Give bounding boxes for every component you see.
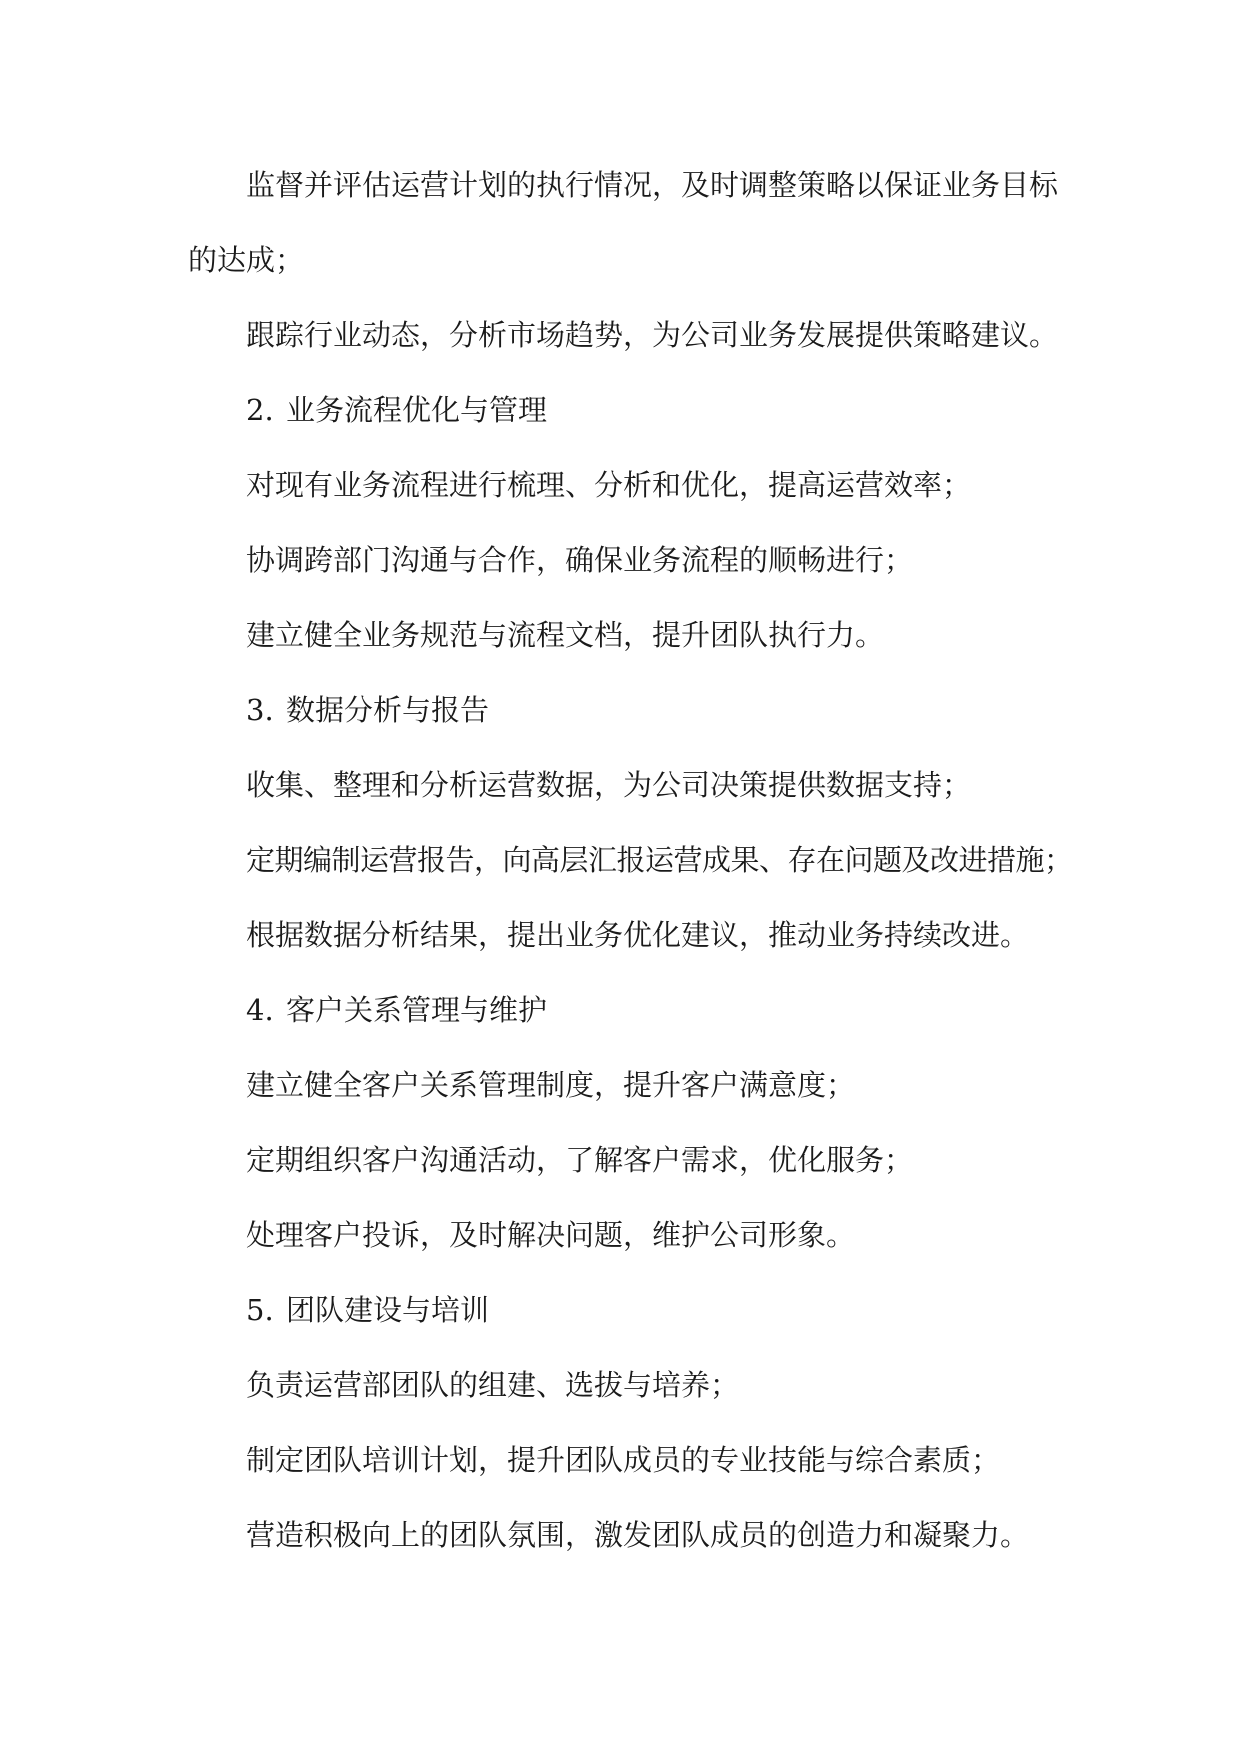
paragraph-standards: 建立健全业务规范与流程文档，提升团队执行力。 [246,618,885,652]
heading-team-building [188,1273,1058,1348]
heading-text: 客户关系管理与维护 [286,993,548,1027]
document-body [188,148,1073,1573]
heading-text: 团队建设与培训 [286,1293,490,1327]
heading-number: 4. [246,993,274,1027]
paragraph-track-industry: 跟踪行业动态，分析市场趋势，为公司业务发展提供策略建议。 [246,318,1059,352]
paragraph-training-plan: 制定团队培训计划，提升团队成员的专业技能与综合素质； [246,1443,1001,1477]
paragraph-team-formation: 负责运营部团队的组建、选拔与培养； [246,1368,740,1402]
heading-text: 业务流程优化与管理 [286,393,548,427]
heading-number: 2. [246,393,274,427]
heading-data-analysis [188,673,1058,748]
paragraph-cross-dept: 协调跨部门沟通与合作，确保业务流程的顺畅进行； [246,543,914,577]
heading-process-optimization [188,373,1058,448]
heading-text: 数据分析与报告 [286,693,490,727]
heading-customer-relations [188,973,1058,1048]
paragraph-customer-activities: 定期组织客户沟通活动，了解客户需求，优化服务； [246,1143,914,1177]
paragraph-reports: 定期编制运营报告，向高层汇报运营成果、存在问题及改进措施； [246,843,1073,877]
paragraph-collect-data: 收集、整理和分析运营数据，为公司决策提供数据支持； [246,768,972,802]
paragraph-monitor-plan: 监督并评估运营计划的执行情况，及时调整策略以保证业务目标的达成； [188,168,1059,277]
heading-number: 5. [246,1293,274,1327]
paragraph-crm-system: 建立健全客户关系管理制度，提升客户满意度； [246,1068,856,1102]
paragraph-process-review: 对现有业务流程进行梳理、分析和优化，提高运营效率； [246,468,972,502]
heading-number: 3. [246,693,274,727]
paragraph-optimization-advice: 根据数据分析结果，提出业务优化建议，推动业务持续改进。 [246,918,1030,952]
paragraph-team-atmosphere: 营造积极向上的团队氛围，激发团队成员的创造力和凝聚力。 [246,1518,1030,1552]
paragraph-complaints: 处理客户投诉，及时解决问题，维护公司形象。 [246,1218,856,1252]
